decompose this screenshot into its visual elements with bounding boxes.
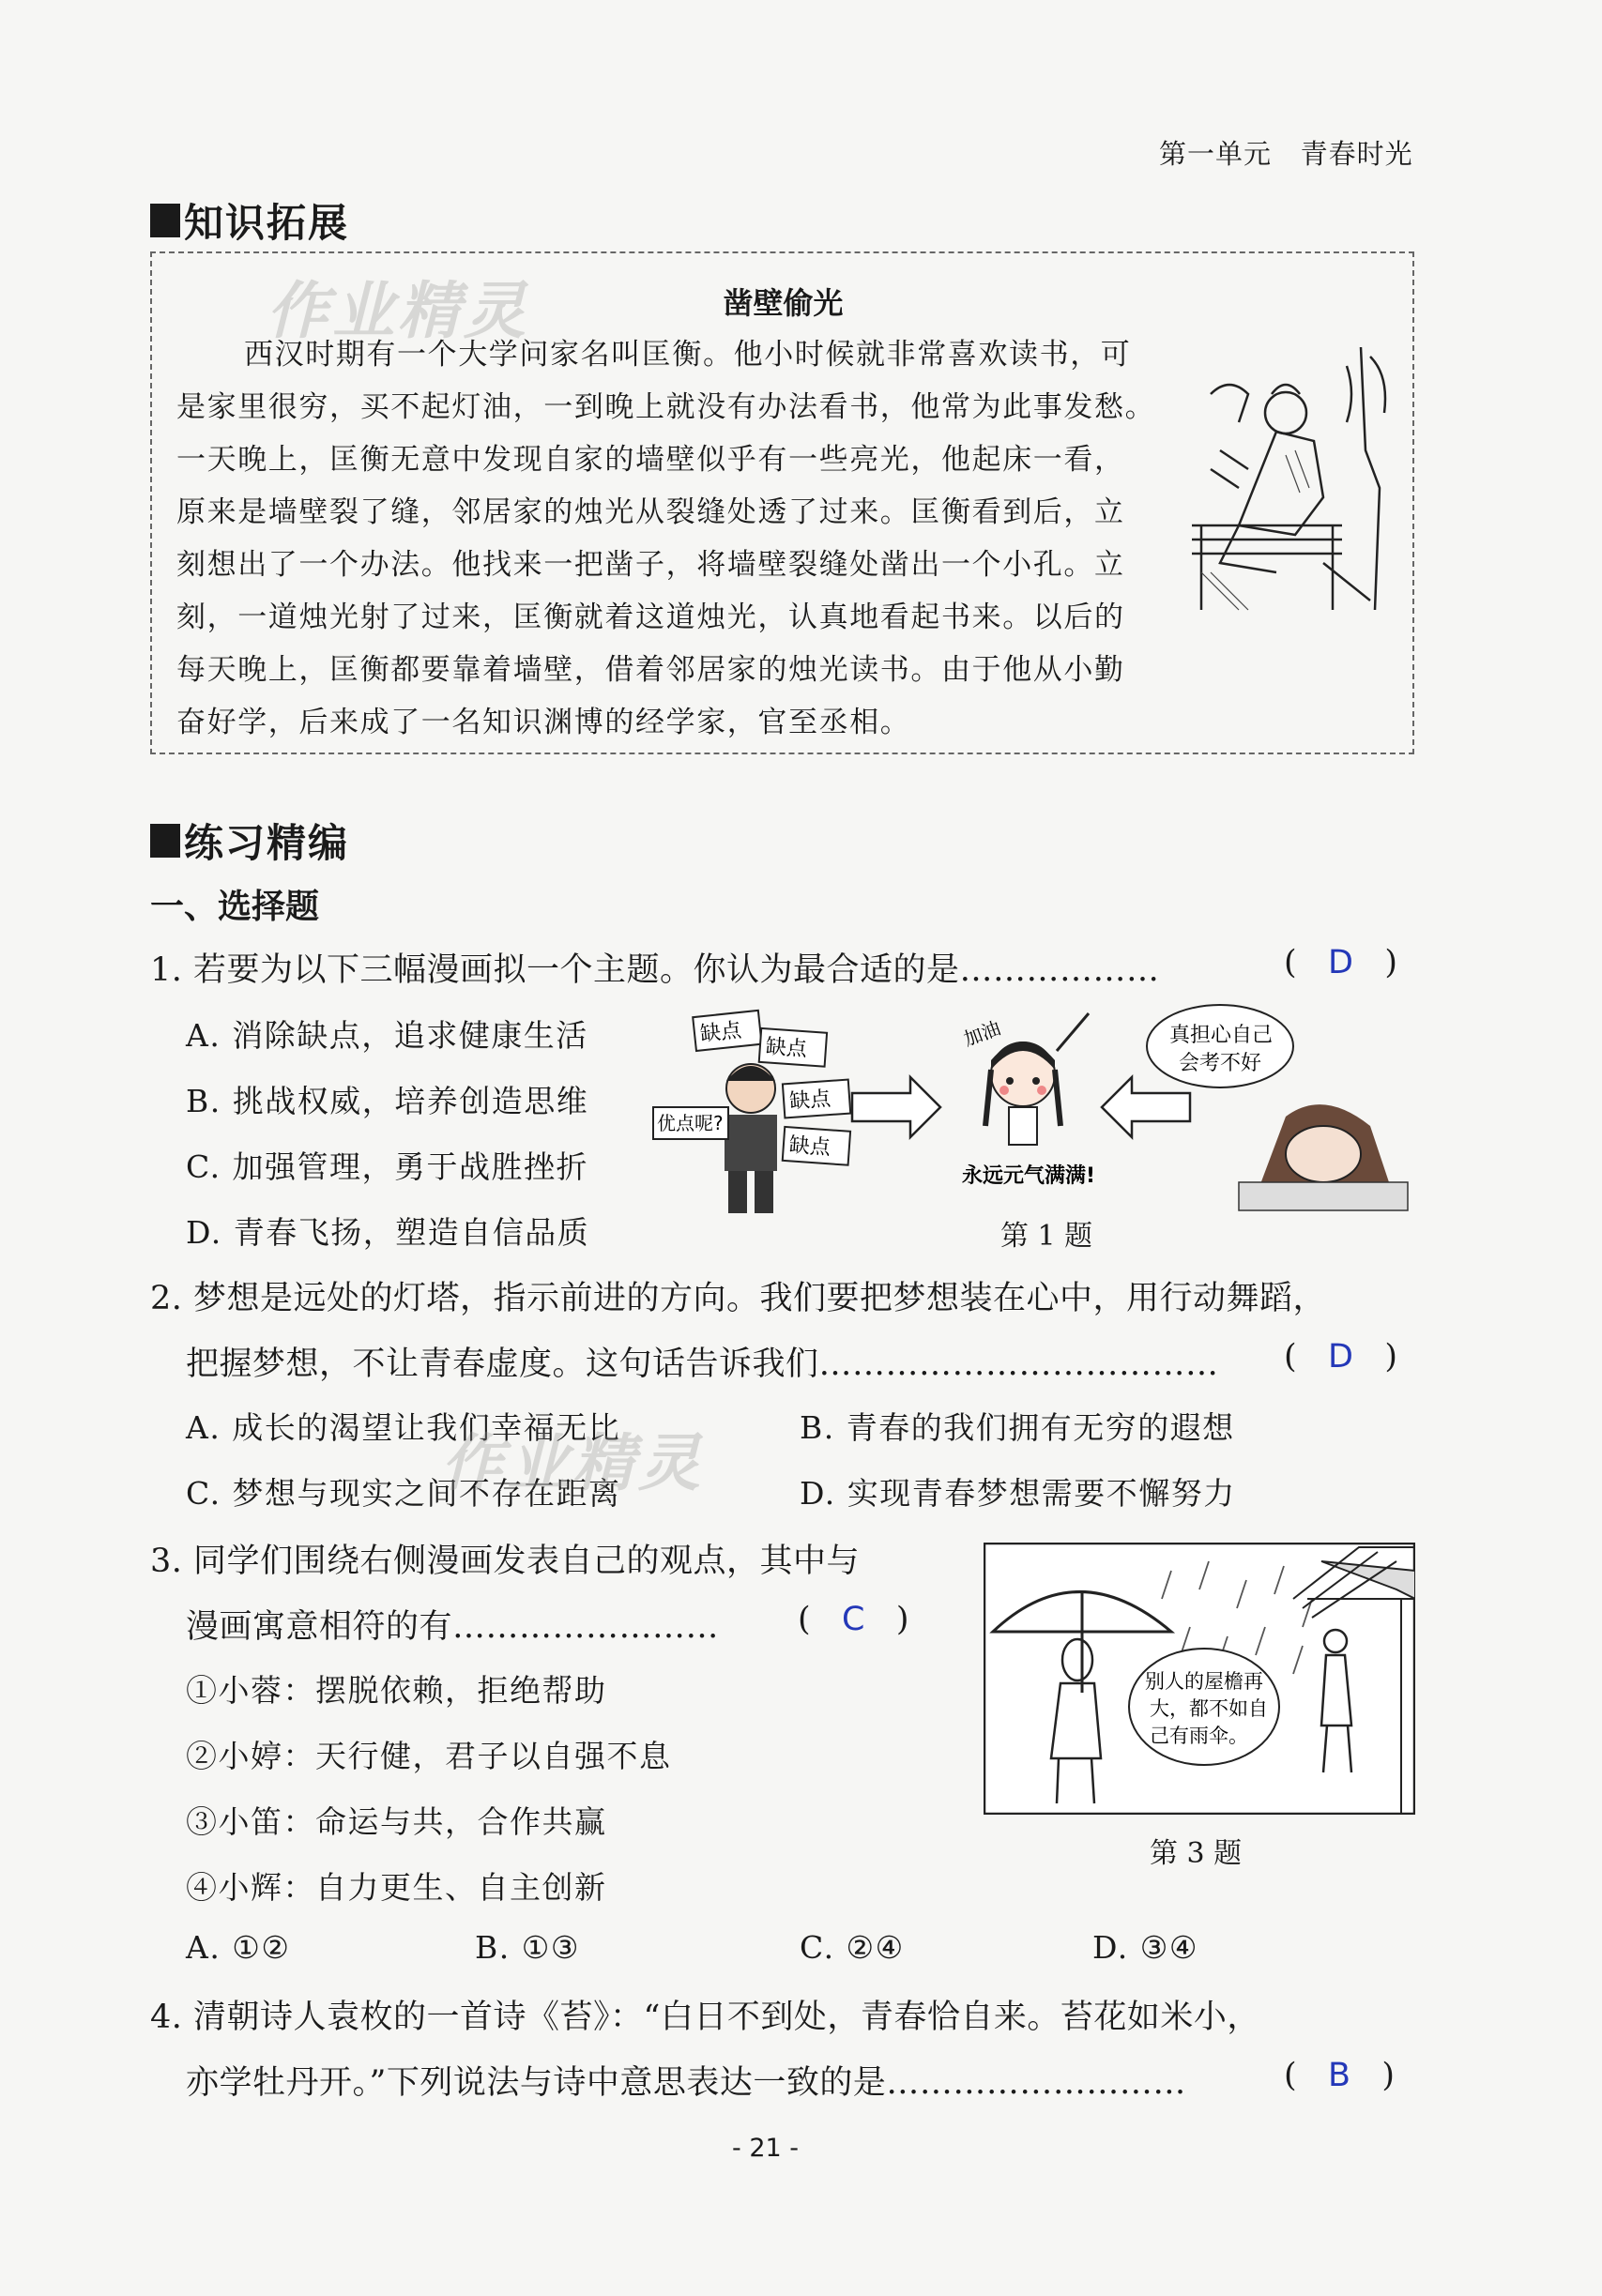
unit-header [1159,133,1413,172]
section-square-icon [150,824,180,858]
q3-caption: 第 3 题 [1150,1837,1243,1870]
q1-caption: 第 1 题 [1000,1220,1093,1253]
story-title: 凿壁偷光 [723,285,844,321]
q3-stem-line1: 3. 同学们围绕右侧漫画发表自己的观点，其中与 [150,1543,861,1580]
practice-heading: 练习精编 [150,813,349,869]
q2-option-c: C. 梦想与现实之间不存在距离 [186,1475,621,1512]
defect-sign: 缺点 [788,1133,832,1161]
story-line: 原来是墙壁裂了缝，邻居家的烛光从裂缝处透了过来。匡衡看到后，立 [176,495,1125,529]
q4-answer: B [1328,2057,1351,2094]
left-arrow-icon [1102,1077,1190,1137]
q4-stem-line2: 亦学牡丹开。”下列说法与诗中意思表达一致的是……………………… [186,2064,1186,2102]
q2-option-a: A. 成长的渴望让我们幸福无比 [186,1409,621,1446]
q3-statement-1: ①小蓉：摆脱依赖，拒绝帮助 [186,1672,607,1709]
story-line: 西汉时期有一个大学问家名叫匡衡。他小时候就非常喜欢读书，可 [244,338,1132,372]
story-box [150,251,1414,754]
story-line: 奋好学，后来成了一名知识渊博的经学家，官至丞相。 [176,706,911,739]
q3-statement-2: ②小婷：天行健，君子以自强不息 [186,1738,672,1774]
page-number: - 21 - [732,2134,800,2163]
story-line: 刻想出了一个办法。他找来一把凿子，将墙壁裂缝处凿出一个小孔。立 [176,548,1125,582]
q2-answer-slot: ( D ) [1284,1338,1398,1376]
section-square-icon [150,204,180,237]
right-arrow-icon [852,1077,940,1137]
unit-label: 第一单元 [1159,138,1273,170]
watermark: 作业精灵 [267,274,529,347]
merit-question-sign: 优点呢? [657,1112,724,1134]
studying-boy-illustration [1182,338,1400,619]
q1-option-b: B. 挑战权威，培养创造思维 [186,1083,589,1119]
q3-cartoon [984,1543,1415,1815]
defect-sign: 缺点 [698,1018,743,1047]
defect-sign: 缺点 [788,1087,832,1114]
q3-option-a: A. ①② [186,1929,291,1966]
q1-answer: D [1328,944,1353,981]
q1-option-d: D. 青春飞扬，塑造自信品质 [186,1214,590,1251]
q3-answer-slot: ( C ) [798,1601,909,1638]
q1-cartoon [648,995,1417,1220]
q2-stem-line2: 把握梦想，不让青春虚度。这句话告诉我们……………………………… [186,1346,1219,1383]
worried-girl-figure [1239,1104,1408,1210]
defect-sign: 缺点 [765,1035,808,1062]
worry-text-2: 会考不好 [1179,1052,1262,1075]
knowledge-heading: 知识拓展 [150,192,349,249]
man-figure [725,1064,777,1213]
q2-answer: D [1328,1338,1353,1376]
q1-answer-slot: ( D ) [1284,944,1398,981]
q2-option-d: D. 实现青春梦想需要不懈努力 [800,1475,1236,1512]
story-line: 每天晚上，匡衡都要靠着墙壁，借着邻居家的烛光读书。由于他从小勤 [176,653,1125,687]
q2-option-b: B. 青春的我们拥有无穷的遐想 [800,1409,1235,1446]
unit-title: 青春时光 [1300,138,1413,170]
q3-statement-4: ④小辉：自力更生、自主创新 [186,1869,607,1906]
q1-option-c: C. 加强管理，勇于战胜挫折 [186,1148,589,1185]
q4-stem-line1: 4. 清朝诗人袁枚的一首诗《苔》：“白日不到处，青春恰自来。苔花如米小， [150,1999,1260,2036]
bubble-text-3: 己有雨伞。 [1150,1725,1248,1747]
q3-option-c: C. ②④ [800,1929,905,1966]
story-line: 是家里很穷，买不起灯油，一到晚上就没有办法看书，他常为此事发愁。 [176,390,1156,424]
cheer-text: 加油 [960,1016,1004,1051]
slogan-text: 永远元气满满! [962,1164,1096,1188]
q3-stem-line2: 漫画寓意相符的有…………………… [186,1608,720,1646]
question-type-heading: 一、选择题 [150,888,320,926]
worry-text-1: 真担心自己 [1169,1024,1274,1047]
q3-option-b: B. ①③ [475,1929,580,1966]
watermark: 作业精灵 [441,1426,704,1499]
story-line: 刻，一道烛光射了过来，匡衡就着这道烛光，认真地看起书来。以后的 [176,601,1125,634]
q1-option-a: A. 消除缺点，追求健康生活 [186,1017,588,1054]
q3-option-d: D. ③④ [1092,1929,1198,1966]
bubble-text-1: 别人的屋檐再 [1145,1670,1263,1693]
bubble-text-2: 大，都不如自 [1150,1697,1268,1720]
q3-statement-3: ③小笛：命运与共，合作共赢 [186,1803,607,1840]
story-line: 一天晚上，匡衡无意中发现自家的墙壁似乎有一些亮光，他起床一看， [176,443,1125,477]
q2-stem-line1: 2. 梦想是远处的灯塔，指示前进的方向。我们要把梦想装在心中，用行动舞蹈， [150,1280,1327,1317]
q1-stem: 1. 若要为以下三幅漫画拟一个主题。你认为最合适的是……………… [150,951,1160,989]
q3-answer: C [842,1601,865,1638]
q4-answer-slot: ( B ) [1284,2057,1396,2094]
